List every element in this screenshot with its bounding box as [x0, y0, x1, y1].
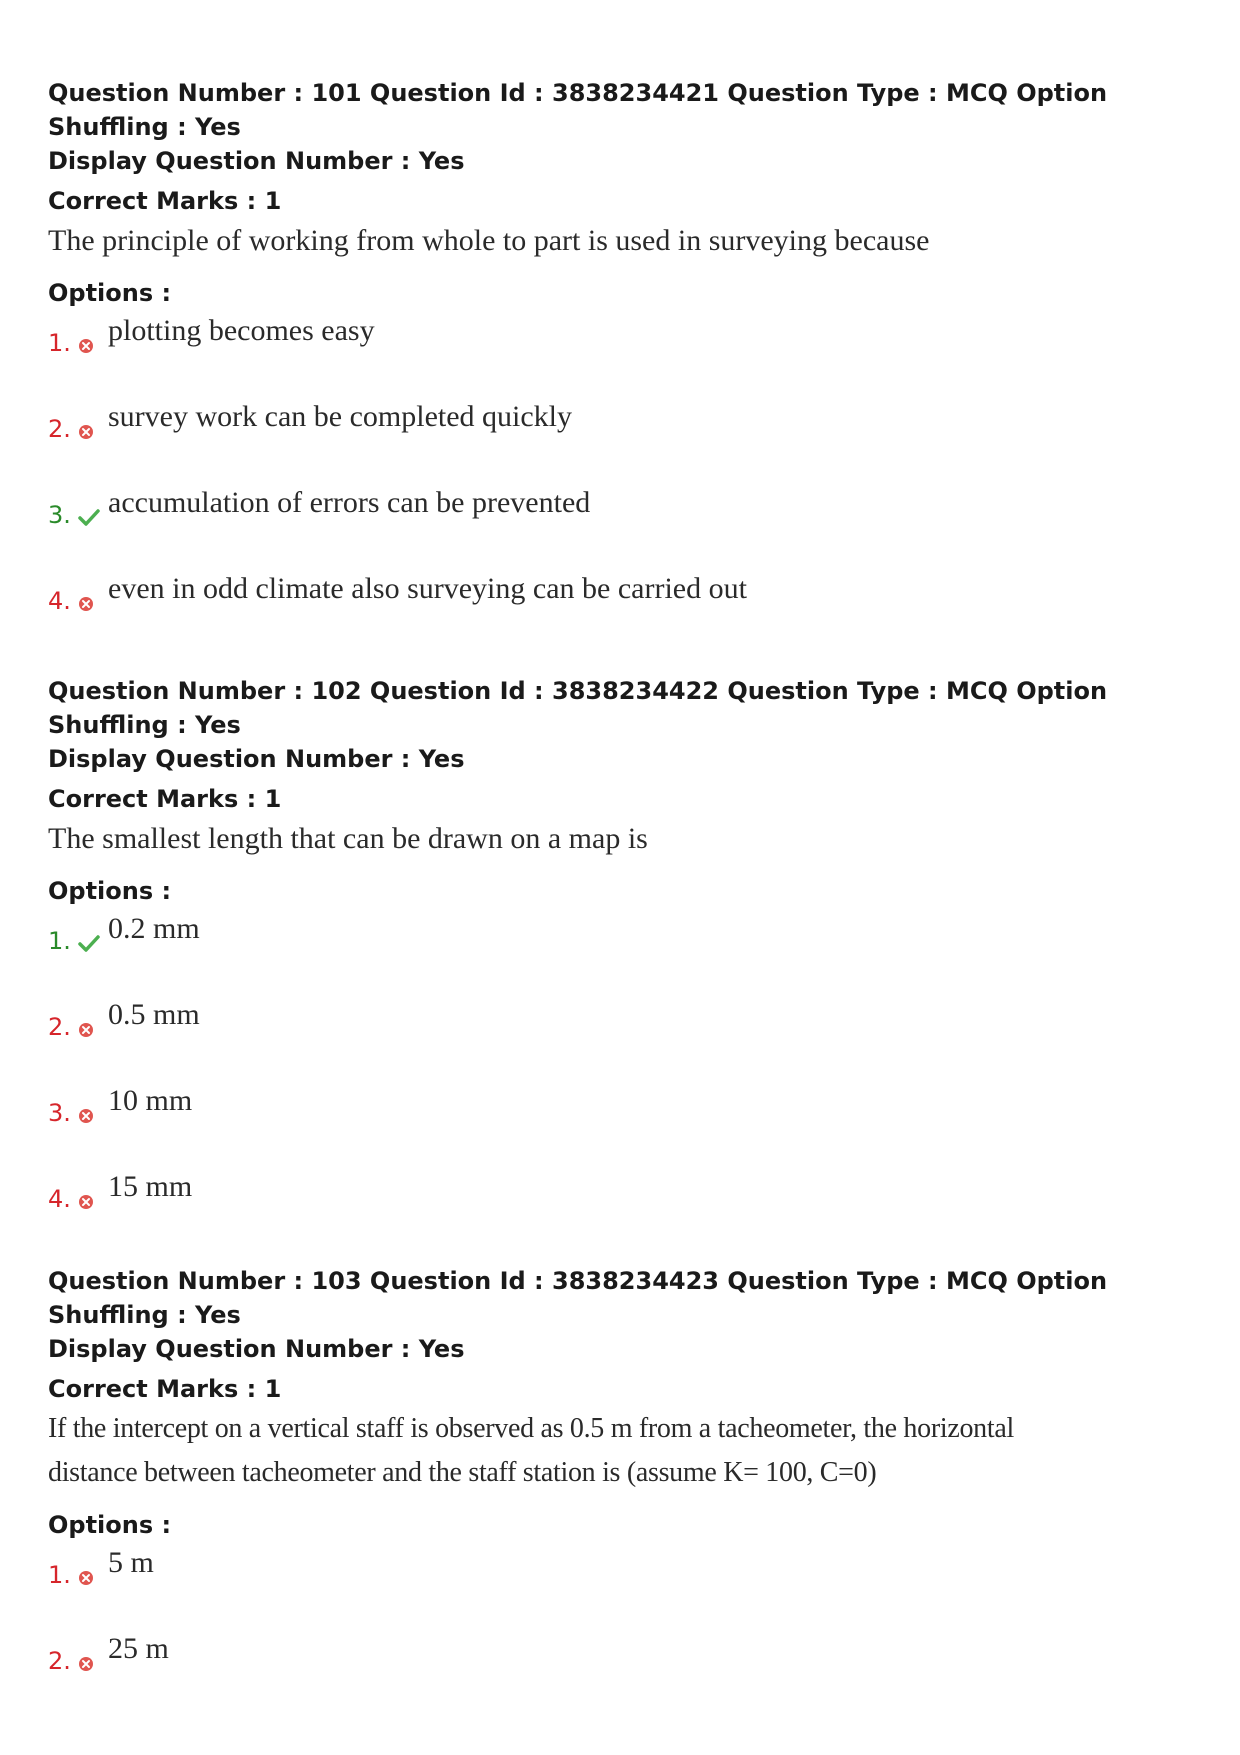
- display-question-number: Display Question Number : Yes: [48, 147, 465, 175]
- cross-icon: [74, 586, 102, 616]
- display-question-number: Display Question Number : Yes: [48, 1335, 465, 1363]
- cross-icon: [74, 1098, 102, 1128]
- question-meta-line: Question Number : 101 Question Id : 3838234421 Question Type : MCQ Option Shuffling : Yes: [48, 79, 1108, 141]
- options-label: Options :: [48, 877, 172, 905]
- option-text: even in odd climate also surveying can be carried out: [108, 572, 747, 605]
- question-text: The principle of working from whole to part is used in surveying because: [48, 224, 930, 257]
- option-text: 0.5 mm: [108, 998, 200, 1031]
- question-103: [48, 1264, 1208, 1676]
- question-text-line-2: distance between tacheometer and the staff station is (assume K= 100, C=0): [48, 1457, 877, 1488]
- option-text: accumulation of errors can be prevented: [108, 486, 591, 519]
- options-label: Options :: [48, 1511, 172, 1539]
- option-number: 2.: [48, 415, 71, 443]
- question-101: [48, 76, 1208, 616]
- option-number: 3.: [48, 501, 71, 529]
- cross-icon: [74, 1560, 102, 1590]
- cross-icon: [74, 414, 102, 444]
- option-2: [48, 1000, 1208, 1042]
- cross-icon: [74, 1012, 102, 1042]
- option-text: survey work can be completed quickly: [108, 400, 573, 433]
- question-meta-line: Question Number : 103 Question Id : 3838234423 Question Type : MCQ Option Shuffling : Yes: [48, 1267, 1108, 1329]
- option-text: 15 mm: [108, 1170, 193, 1203]
- option-text: plotting becomes easy: [108, 314, 375, 347]
- question-text-line-1: If the intercept on a vertical staff is observed as 0.5 m from a tacheometer, the horizontal: [48, 1413, 1014, 1444]
- option-text: 0.2 mm: [108, 912, 200, 945]
- option-text: 10 mm: [108, 1084, 193, 1117]
- option-text: 25 m: [108, 1632, 169, 1665]
- option-text: 5 m: [108, 1546, 154, 1579]
- question-text: The smallest length that can be drawn on a map is: [48, 822, 648, 855]
- options-label: Options :: [48, 279, 172, 307]
- question-meta-line: Question Number : 102 Question Id : 3838234422 Question Type : MCQ Option Shuffling : Yes: [48, 677, 1108, 739]
- option-4: [48, 574, 1208, 616]
- option-1: [48, 914, 1208, 956]
- option-3: [48, 1086, 1208, 1128]
- display-question-number: Display Question Number : Yes: [48, 745, 465, 773]
- option-number: 2.: [48, 1647, 71, 1675]
- option-1: [48, 1548, 1208, 1590]
- correct-marks: Correct Marks : 1: [48, 187, 282, 215]
- option-4: [48, 1172, 1208, 1214]
- check-icon: [74, 926, 102, 956]
- check-icon: [74, 500, 102, 530]
- option-number: 4.: [48, 587, 71, 615]
- option-3: [48, 488, 1208, 530]
- option-number: 4.: [48, 1185, 71, 1213]
- cross-icon: [74, 1646, 102, 1676]
- option-number: 2.: [48, 1013, 71, 1041]
- correct-marks: Correct Marks : 1: [48, 785, 282, 813]
- question-102: [48, 674, 1208, 1214]
- correct-marks: Correct Marks : 1: [48, 1375, 282, 1403]
- option-2: [48, 1634, 1208, 1676]
- option-number: 1.: [48, 927, 71, 955]
- cross-icon: [74, 328, 102, 358]
- option-2: [48, 402, 1208, 444]
- option-number: 1.: [48, 1561, 71, 1589]
- option-1: [48, 316, 1208, 358]
- option-number: 1.: [48, 329, 71, 357]
- option-number: 3.: [48, 1099, 71, 1127]
- cross-icon: [74, 1184, 102, 1214]
